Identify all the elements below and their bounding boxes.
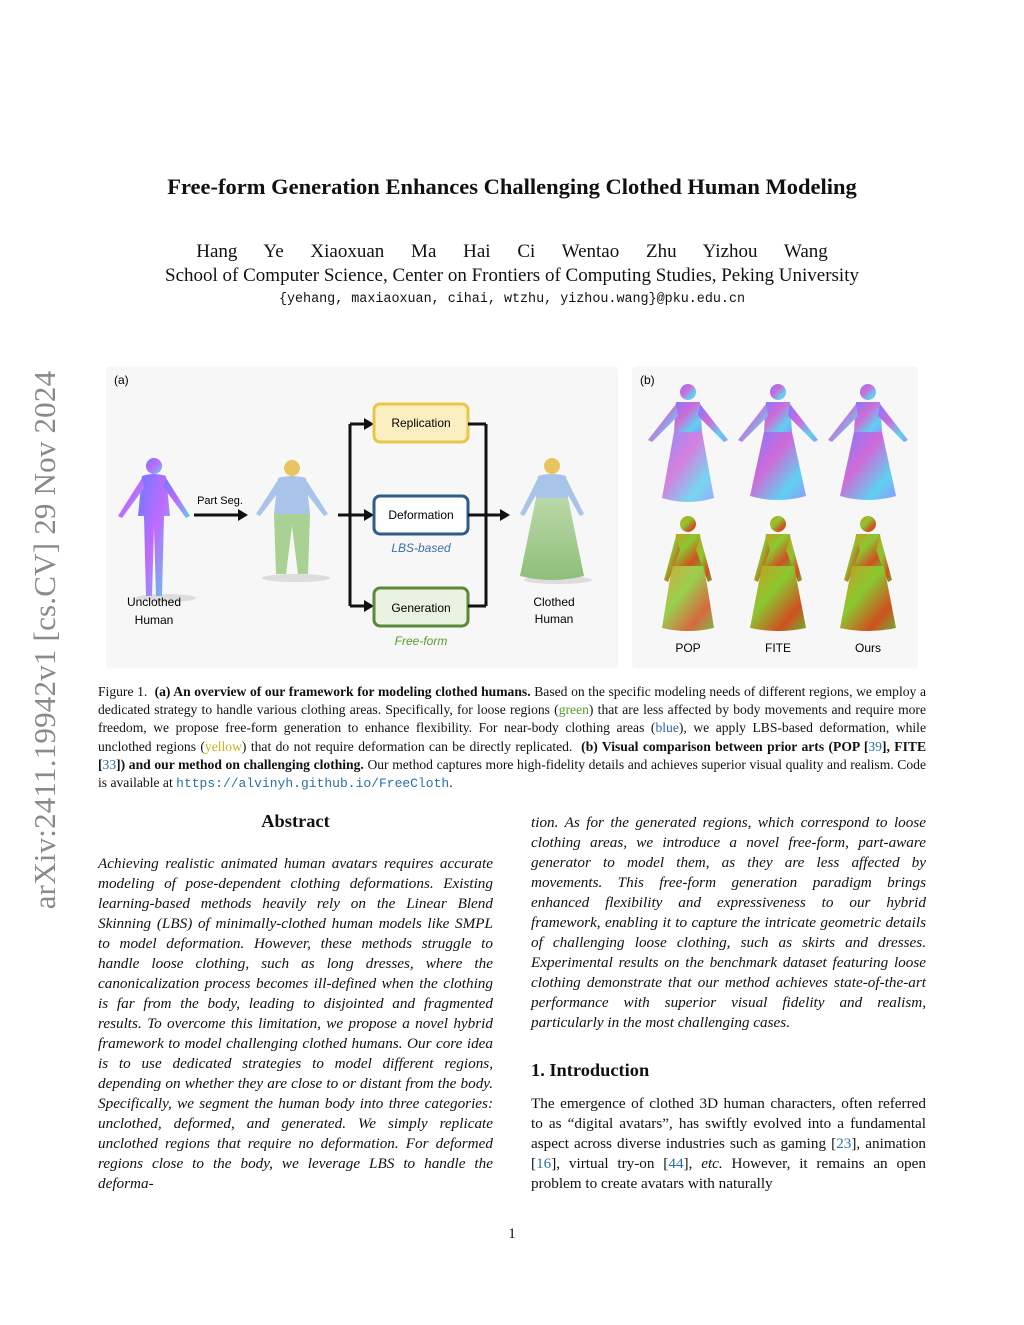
clothed-label-1: Clothed (533, 595, 575, 609)
page-number: 1 (508, 1226, 516, 1242)
ours-label: Ours (854, 641, 882, 655)
figure-panel-a (106, 366, 618, 668)
ours-top-render (828, 384, 908, 500)
ref-link-44[interactable]: 44 (668, 1155, 684, 1172)
deformation-label: Deformation (388, 508, 454, 522)
abstract-text-left: Achieving realistic animated human avatars requires accurate modeling of pose-dependent clothing deformations. Existing learning-based methods heavily rely on the Linear Blend Skinning (LBS) of minimally-clothed human models like SMPL to model deformation. However, these methods struggle to handle loose clothing, such as long dresses, where the canonicalization process becomes ill-defined when the clothing is far from the body, leading to disjointed and fragmented results. To overcome this limitation, we propose a novel hybrid framework to model challenging clothed humans. Our core idea is to use dedicated strategies to model different regions, depending on whether they are close to or distant from the body. Specifically, we segment the human body into three categories: unclothed, deformed, and generated. We simply replicate unclothed regions that require no deformation. For deformed regions close to the body, we leverage LBS to handle the deforma- (98, 855, 493, 1192)
introduction-text: The emergence of clothed 3D human characters, often referred to as “digital avatars”, has swiftly evolved into a fundamental aspect across diverse industries such as gaming [23], animation [16], virtual try-on [44], etc. However, it remains an open problem to create avatars with naturally (531, 1095, 927, 1192)
pop-bottom-render (662, 516, 714, 631)
unclothed-label-1: Unclothed (126, 595, 182, 609)
unclothed-human-figure (118, 458, 196, 602)
panel-b-label: (b) (640, 373, 655, 387)
fite-bottom-render (750, 516, 806, 631)
ours-bottom-render (840, 516, 896, 631)
ref-link-23[interactable]: 23 (836, 1135, 852, 1152)
lbs-based-label: LBS-based (391, 541, 451, 555)
abstract-text-right: tion. As for the generated regions, which correspond to loose clothing areas, we introduce a novel free-form, part-aware generator to model them, as they are less affected by movements. This free-form generation paradigm brings enhanced flexibility and expressiveness to our hybrid framework, enabling it to capture the intricate geometric details of challenging loose clothing, such as skirts and dresses. Experimental results on the benchmark dataset featuring loose clothing demonstrate that our method achieves state-of-the-art performance with superior visual fidelity and realism, particularly in the most challenging cases. (531, 814, 926, 1031)
code-url-link[interactable]: https://alvinyh.github.io/FreeCloth (176, 776, 450, 792)
ref-link-16[interactable]: 16 (536, 1155, 552, 1172)
affiliation: School of Computer Science, Center on Frontiers of Computing Studies, Peking University (165, 265, 859, 286)
figure-caption: Figure 1. (a) An overview of our framework for modeling clothed humans. Based on the specific modeling needs of different regions, we employ a dedicated strategy to handle various clothing areas. Specifically, for loose regions (green) that are less affected by body movements and require more freedom, we propose free-form generation to enhance flexibility. For near-body clothing areas (blue), we apply LBS-based deformation, while unclothed regions (yellow) that do not require deformation can be directly replicated. (b) Visual comparison between prior arts (POP [39], FITE [33]) and our method on challenging clothing. Our method captures more high-fidelity details and achieves superior visual quality and realism. Code is available at https://alvinyh.github.io/FreeCloth. (98, 684, 927, 792)
arxiv-identifier: arXiv:2411.19942v1 [cs.CV] 29 Nov 2024 (27, 370, 62, 910)
pop-top-render (648, 384, 728, 502)
author-list: Hang Ye Xiaoxuan Ma Hai Ci Wentao Zhu Yizhou Wang (196, 241, 828, 262)
segmented-human-figure (256, 460, 330, 582)
part-seg-label: Part Seg. (197, 495, 243, 507)
pop-label: POP (675, 641, 701, 655)
free-form-label: Free-form (394, 634, 448, 648)
clothed-human-figure (520, 458, 592, 584)
comparison-figure (632, 366, 918, 668)
figure-panel-b (632, 366, 918, 668)
fite-top-render (738, 384, 818, 500)
framework-diagram (106, 366, 618, 668)
clothed-label-2: Human (534, 612, 574, 626)
introduction-heading: 1. Introduction (531, 1060, 650, 1080)
paper-title: Free-form Generation Enhances Challenging Clothed Human Modeling (167, 174, 857, 199)
author-emails: {yehang, maxiaoxuan, cihai, wtzhu, yizhou.wang}@pku.edu.cn (278, 292, 746, 307)
panel-a-label: (a) (114, 373, 129, 387)
ref-link-39[interactable]: 39 (868, 738, 882, 754)
abstract-heading: Abstract (261, 811, 330, 831)
fite-label: FITE (765, 641, 791, 655)
generation-label: Generation (391, 601, 451, 615)
unclothed-label-2: Human (134, 613, 174, 627)
ref-link-33[interactable]: 33 (102, 756, 117, 772)
replication-label: Replication (391, 416, 451, 430)
